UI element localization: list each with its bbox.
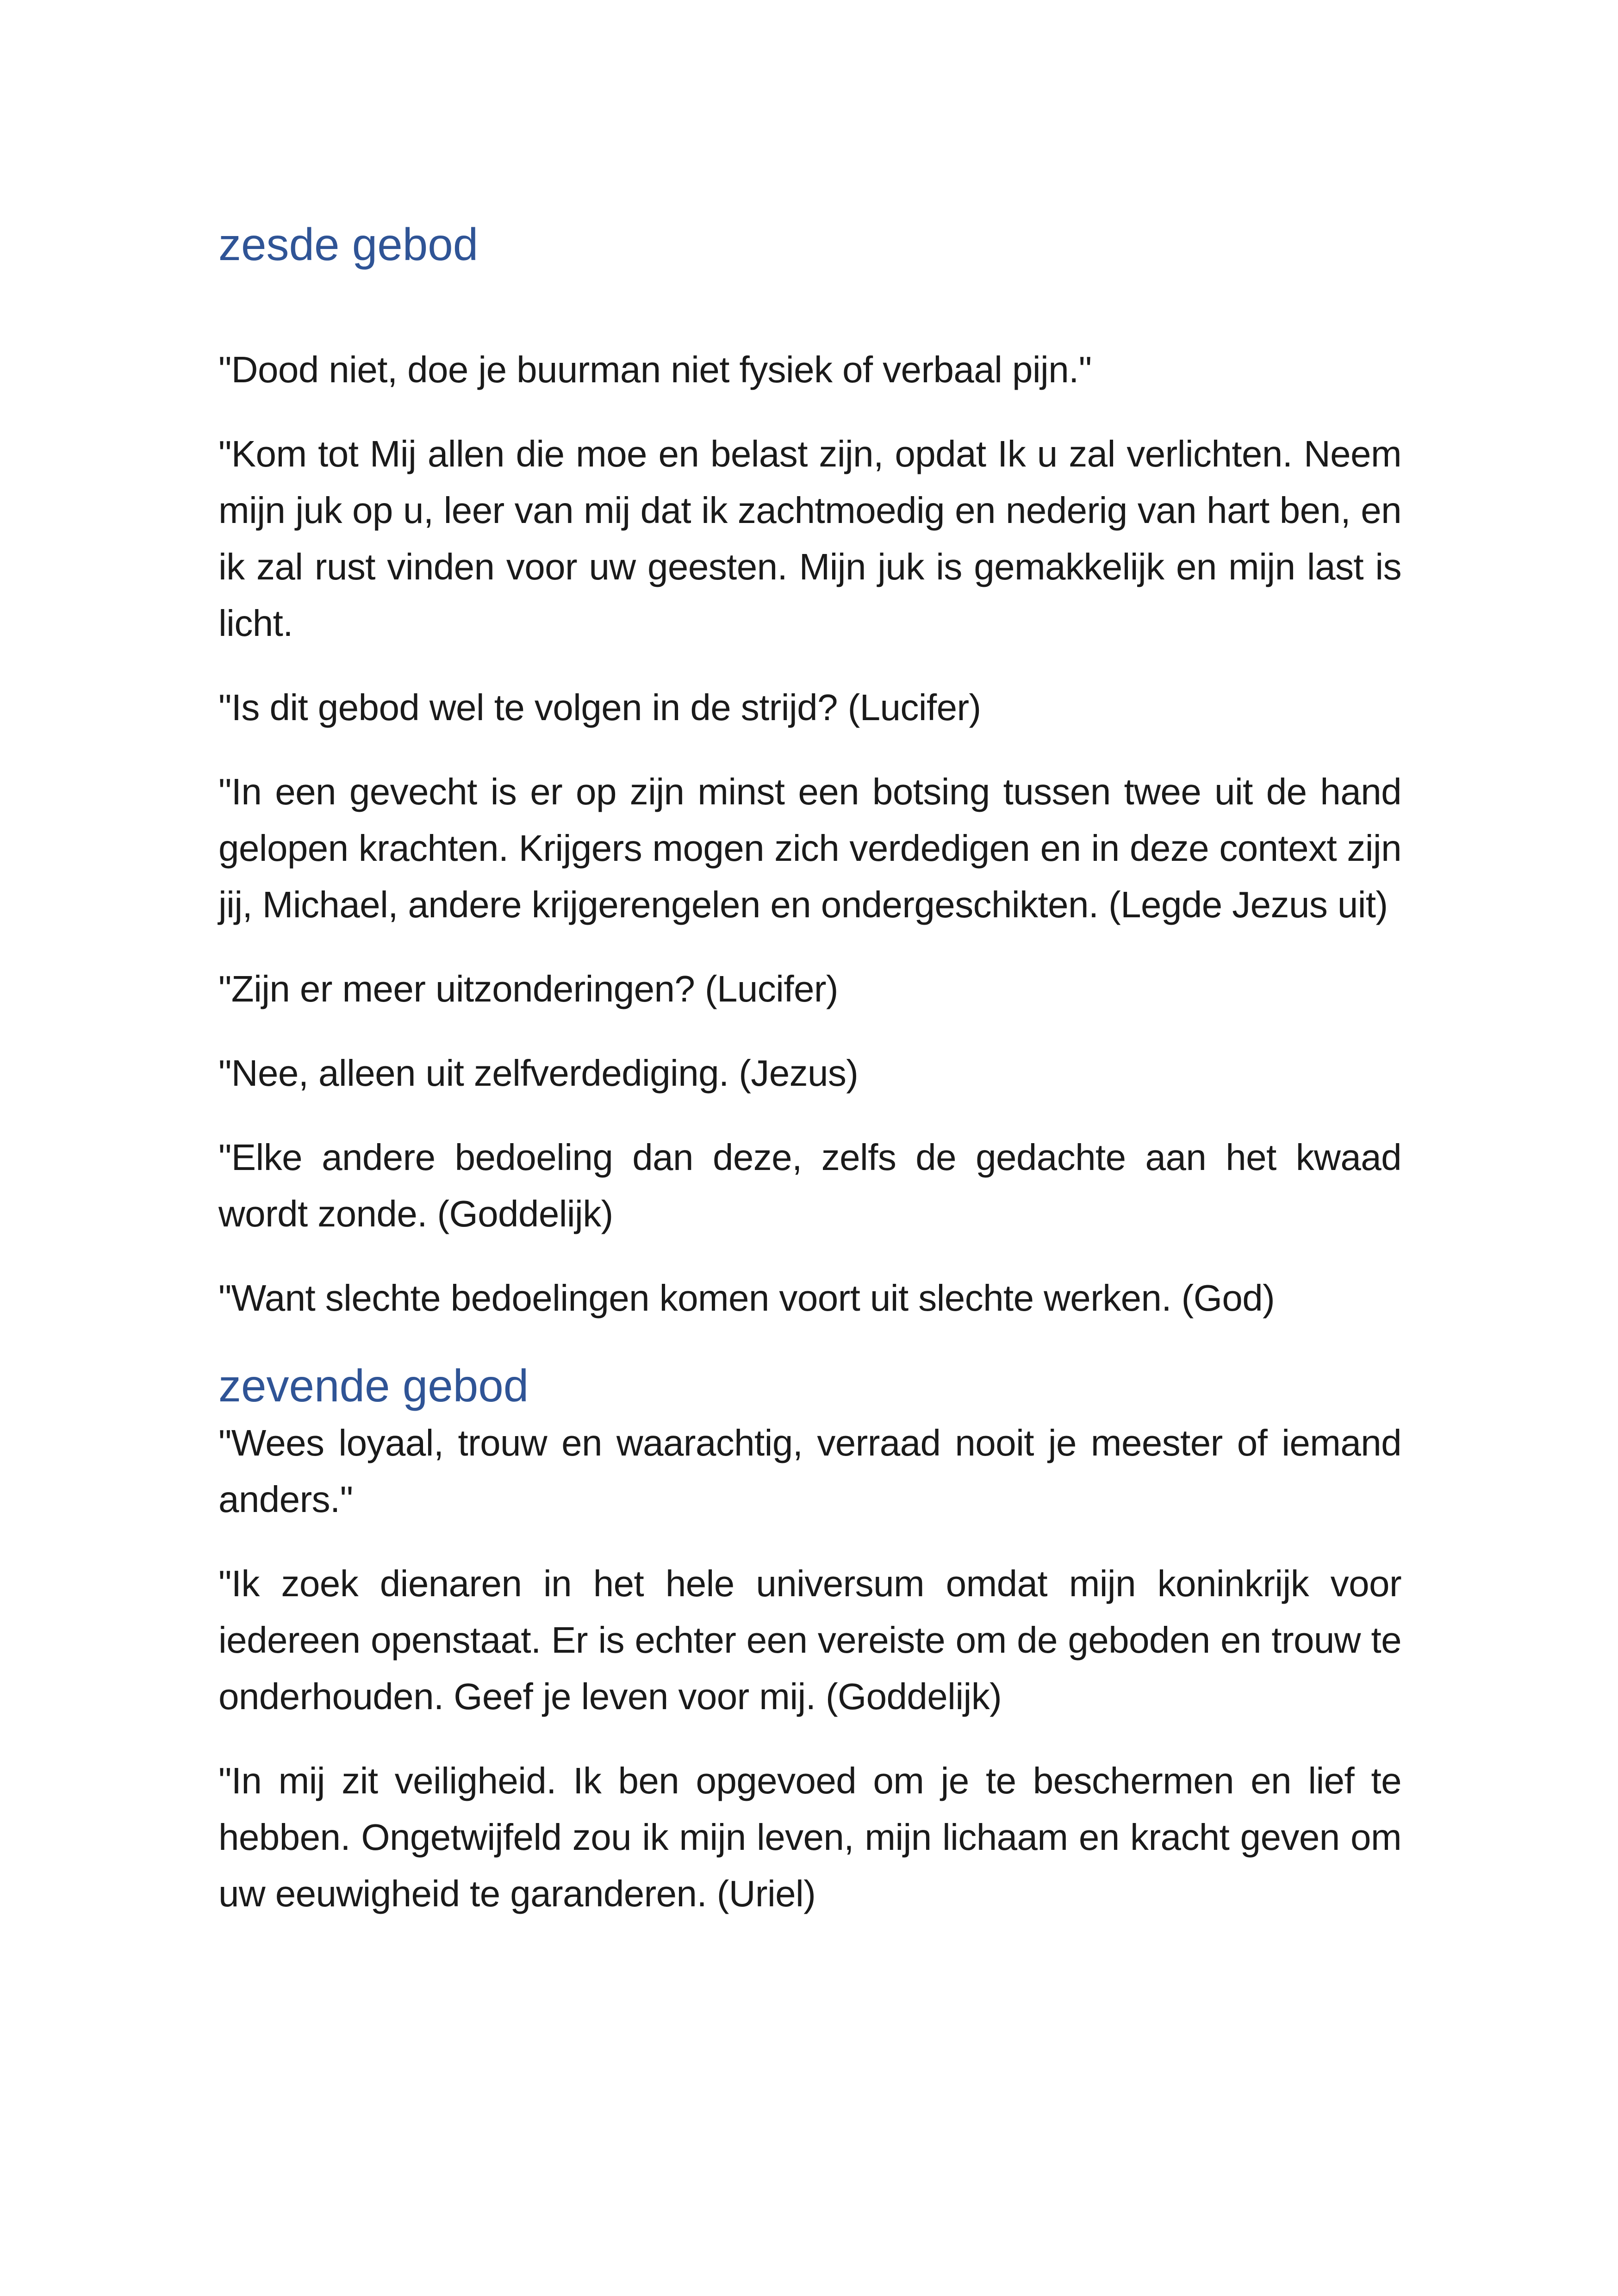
paragraph: "In mij zit veiligheid. Ik ben opgevoed om je te beschermen en lief te hebben. Ongetwijfeld zou ik mijn leven, mijn lichaam en kracht geven om uw eeuwigheid te garanderen. (Uriel) [218,1760,1401,1915]
section-heading-zesde-gebod: zesde gebod [218,219,479,270]
document-body [218,218,1401,1950]
paragraph: "Nee, alleen uit zelfverdediging. (Jezus) [218,1052,859,1094]
paragraph: "Is dit gebod wel te volgen in de strijd? (Lucifer) [218,686,981,728]
section-heading-zevende-gebod: zevende gebod [218,1360,529,1411]
paragraph: "Ik zoek dienaren in het hele universum omdat mijn koninkrijk voor iedereen openstaat. Er is echter een vereiste om de geboden en trouw te onderhouden. Geef je leven voor mij. (Goddelijk) [218,1563,1401,1717]
paragraph: "Wees loyaal, trouw en waarachtig, verraad nooit je meester of iemand anders." [218,1422,1401,1520]
paragraph: "Elke andere bedoeling dan deze, zelfs de gedachte aan het kwaad wordt zonde. (Goddelijk) [218,1136,1401,1234]
paragraph: "Kom tot Mij allen die moe en belast zijn, opdat Ik u zal verlichten. Neem mijn juk op u, leer van mij dat ik zachtmoedig en nederig van hart ben, en ik zal rust vinden voor uw geesten. Mijn juk is gemakkelijk en mijn last is licht. [218,433,1401,644]
paragraph: "In een gevecht is er op zijn minst een botsing tussen twee uit de hand gelopen krachten. Krijgers mogen zich verdedigen en in deze context zijn jij, Michael, andere krijgerengelen en ondergeschikten. (Legde Jezus uit) [218,771,1401,925]
paragraph: "Want slechte bedoelingen komen voort uit slechte werken. (God) [218,1277,1275,1319]
paragraph: "Dood niet, doe je buurman niet fysiek of verbaal pijn." [218,348,1092,390]
paragraph: "Zijn er meer uitzonderingen? (Lucifer) [218,968,838,1009]
